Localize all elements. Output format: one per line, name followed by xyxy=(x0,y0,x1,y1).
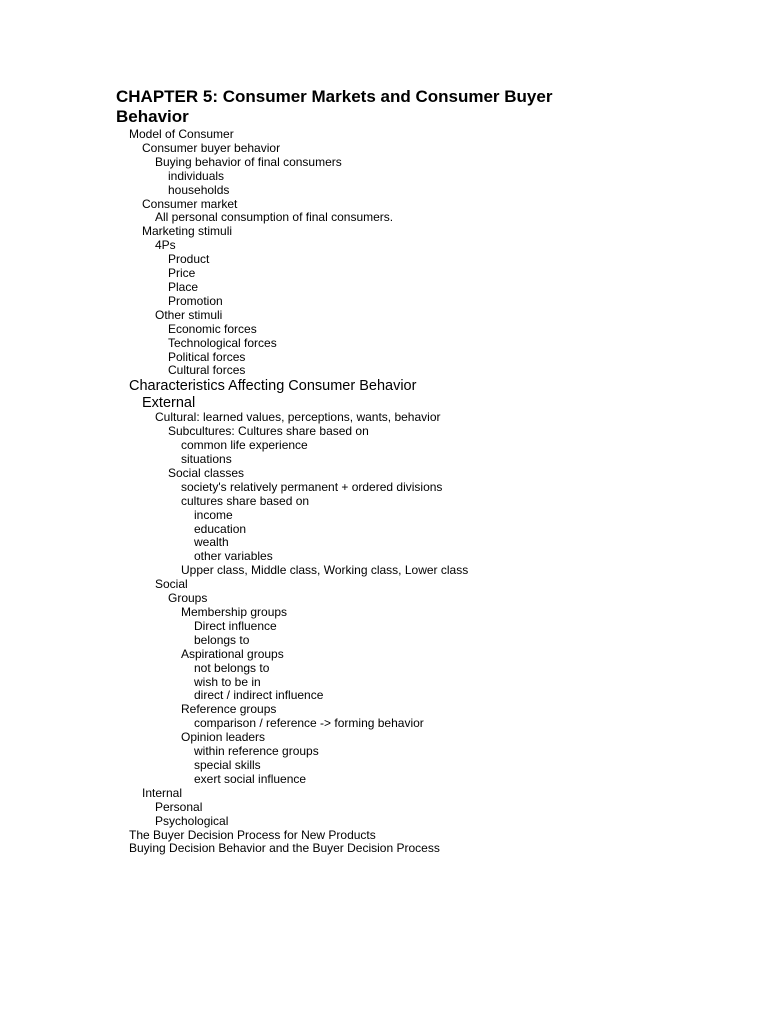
outline-item: Membership groups xyxy=(181,605,288,619)
outline-item: Consumer buyer behavior xyxy=(142,140,281,155)
outline-item: exert social influence xyxy=(194,771,307,786)
outline-item: 4Ps xyxy=(155,238,176,253)
outline-item: households xyxy=(168,182,230,197)
outline-item: not belongs to xyxy=(194,660,270,675)
chapter-outline xyxy=(116,128,736,856)
outline-item: Opinion leaders xyxy=(181,730,266,745)
outline-item: within reference groups xyxy=(194,744,319,759)
outline-item: education xyxy=(194,521,247,536)
outline-item: Other stimuli xyxy=(155,307,223,322)
outline-item: Reference groups xyxy=(181,702,277,717)
outline-item: Place xyxy=(168,279,199,294)
outline-item: Consumer market xyxy=(142,196,238,211)
outline-item: Characteristics Affecting Consumer Behavior xyxy=(129,378,417,395)
outline-item: Psychological xyxy=(155,813,229,828)
outline-item: Direct influence xyxy=(194,618,277,633)
outline-item: External xyxy=(142,394,196,411)
outline-item: Groups xyxy=(168,591,208,606)
outline-item: All personal consumption of final consumers. xyxy=(155,210,394,225)
outline-item: Promotion xyxy=(168,293,223,308)
outline-item: Economic forces xyxy=(168,321,257,336)
document-page xyxy=(116,87,736,856)
outline-item: Personal xyxy=(155,799,203,814)
outline-item: Social xyxy=(155,577,188,592)
outline-item: special skills xyxy=(194,757,261,772)
outline-item: Price xyxy=(168,266,196,281)
outline-item: Buying Decision Behavior and the Buyer Decision Process xyxy=(129,841,440,856)
outline-item: Model of Consumer xyxy=(129,127,234,141)
outline-item: comparison / reference -> forming behavior xyxy=(194,716,424,731)
outline-item: individuals xyxy=(168,168,225,183)
outline-item: belongs to xyxy=(194,632,250,647)
outline-item: Marketing stimuli xyxy=(142,224,233,239)
outline-item: wish to be in xyxy=(194,674,261,689)
outline-item: society's relatively permanent + ordered divisions xyxy=(181,479,443,494)
outline-item: Aspirational groups xyxy=(181,646,284,661)
outline-item: cultures share based on xyxy=(181,493,310,508)
outline-item: Upper class, Middle class, Working class, Lower class xyxy=(181,563,469,578)
outline-item: income xyxy=(194,507,233,522)
outline-item: Social classes xyxy=(168,465,245,480)
outline-item: Cultural forces xyxy=(168,363,246,378)
outline-item: Cultural: learned values, perceptions, wants, behavior xyxy=(155,410,441,425)
outline-item: The Buyer Decision Process for New Products xyxy=(129,827,376,842)
outline-item: common life experience xyxy=(181,438,308,453)
outline-item: Product xyxy=(168,252,210,267)
outline-item: Technological forces xyxy=(168,335,277,350)
outline-item: situations xyxy=(181,452,232,467)
outline-item: wealth xyxy=(194,535,229,550)
outline-item: direct / indirect influence xyxy=(194,688,324,703)
outline-item: Internal xyxy=(142,785,183,800)
chapter-title: CHAPTER 5: Consumer Markets and Consumer Buyer Behavior xyxy=(116,87,553,126)
outline-item: Buying behavior of final consumers xyxy=(155,154,342,169)
outline-item: Subcultures: Cultures share based on xyxy=(168,424,369,439)
outline-item: other variables xyxy=(194,549,273,564)
outline-item: Political forces xyxy=(168,349,246,364)
